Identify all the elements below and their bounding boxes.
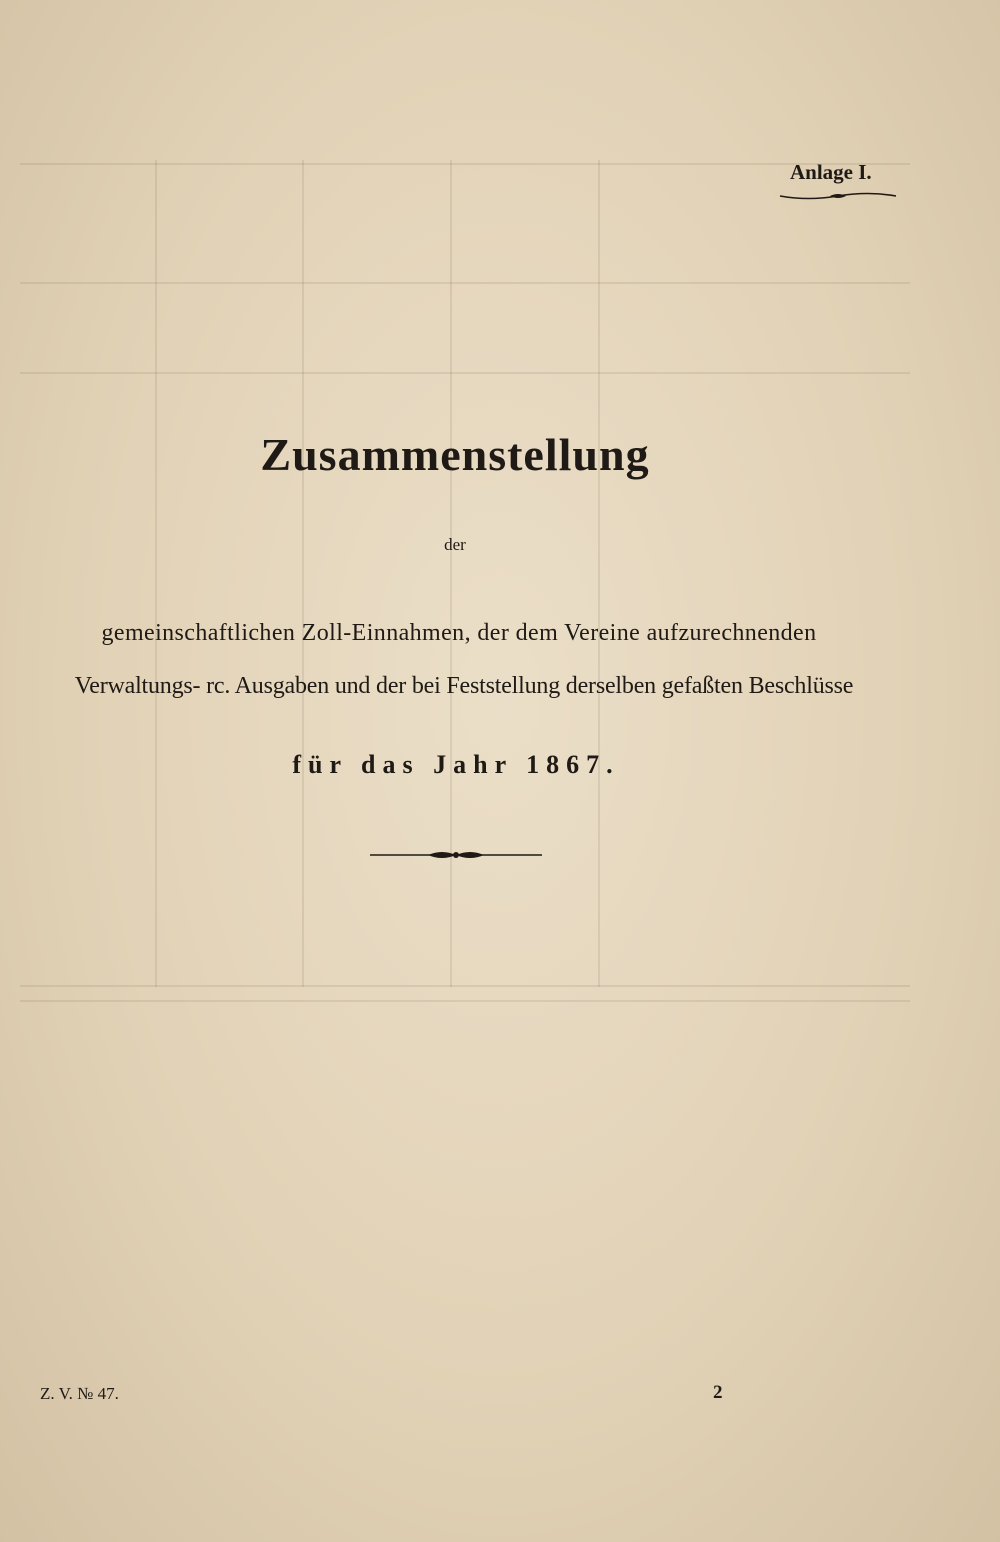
page-number: 2 (713, 1382, 723, 1403)
subtitle-line-1: gemeinschaftlichen Zoll-Einnahmen, der dem Vereine aufzurechnenden (101, 620, 817, 646)
title-connector: der (444, 535, 466, 554)
ornamental-divider (368, 848, 544, 862)
signature-mark: Z. V. № 47. (40, 1384, 119, 1403)
annex-label: Anlage I. (790, 160, 872, 184)
year-line: für das Jahr 1867. (292, 750, 620, 779)
annex-flourish-ornament (778, 189, 898, 203)
document-title: Zusammenstellung (260, 429, 650, 480)
subtitle-line-2: Verwaltungs- rc. Ausgaben und der bei Feststellung derselben gefaßten Beschlüsse (74, 673, 854, 699)
